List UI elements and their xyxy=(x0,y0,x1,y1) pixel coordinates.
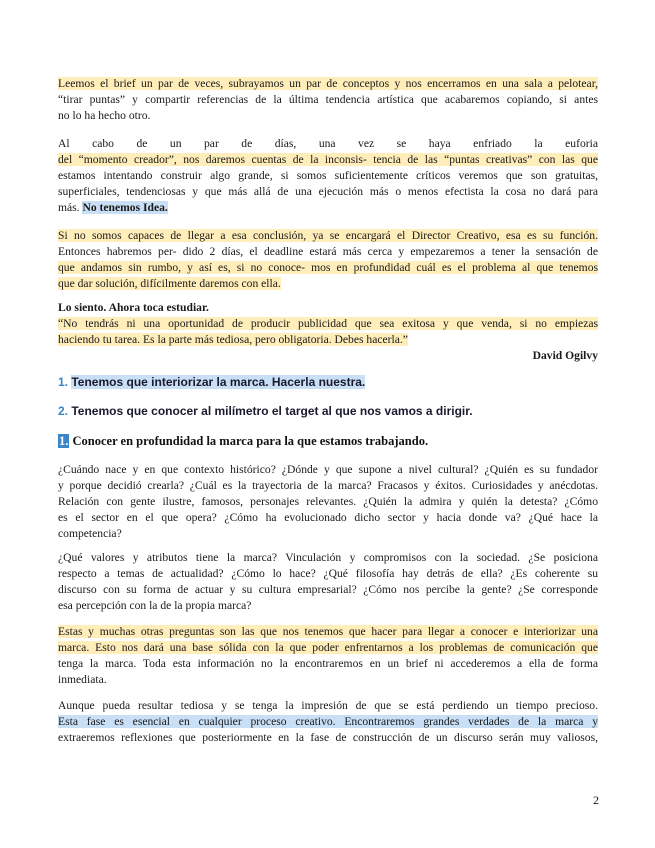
text-line: Entonces habremos per- dido 2 días, el deadline estará más cerca y empezaremos a tener la sensación de xyxy=(58,245,598,258)
heading-number: 1. xyxy=(58,375,69,389)
text-line: superficiales, tendenciosas y que más allá de una ejecución más o menos efectista la cosa no dará para xyxy=(58,185,598,198)
heading-text: Tenemos que conocer al milímetro el target al que nos vamos a dirigir. xyxy=(71,404,473,418)
quote-title: Lo siento. Ahora toca estudiar. xyxy=(58,301,209,314)
text-line: que andamos sin rumbo, y así es, si no conoce- mos en profundidad cuál es el problema al que tenemos xyxy=(58,261,598,274)
text-line: respecto a temas de actualidad? ¿Cómo lo hace? ¿Qué filosofía hay detrás de ella? ¿Es coherente su xyxy=(58,567,598,580)
text-line: extraeremos reflexiones que posteriormente en la fase de construcción de un discurso serán muy valiosos, xyxy=(58,731,598,744)
text-line: Esta fase es esencial en cualquier proceso creativo. Encontraremos grandes verdades de la marca y xyxy=(58,715,598,728)
heading-conocer-target xyxy=(58,403,598,419)
paragraph-fase-esencial xyxy=(58,698,598,746)
heading-text: Tenemos que interiorizar la marca. Hacerla nuestra. xyxy=(71,375,366,389)
text-line: es el sector en el que opera? ¿Cómo ha evolucionado dicho sector y hacia donde va? ¿Qué hace la xyxy=(58,511,598,524)
heading-conocer-marca xyxy=(58,433,598,449)
text-line: Al cabo de un par de días, una vez se haya enfriado la euforia xyxy=(58,137,598,150)
paragraph-director-creativo xyxy=(58,228,598,292)
paragraph-momento-creador xyxy=(58,136,598,216)
quote-block xyxy=(58,300,598,364)
text-line: más. No tenemos Idea. xyxy=(58,201,168,214)
text-line: Leemos el brief un par de veces, subrayamos un par de conceptos y nos encerramos en una sala a pelotear, xyxy=(58,77,598,90)
text-line: Relación con gente ilustre, famosos, personajes relevantes. ¿Quién la admira y quién la detesta? ¿Cómo xyxy=(58,495,598,508)
quote-line: “No tendrás ni una oportunidad de producir publicidad que sea exitosa y que venda, si no empiezas xyxy=(58,317,598,330)
no-idea-statement: No tenemos Idea. xyxy=(82,201,168,214)
text-line: no lo ha hecho otro. xyxy=(58,109,151,122)
text-line: competencia? xyxy=(58,527,122,540)
text-line: tenga la marca. Toda esta información no la encontraremos en un brief ni accederemos a ella de forma xyxy=(58,657,598,670)
page-number: 2 xyxy=(593,793,599,807)
text-line: “tirar puntas” y compartir referencias de la última tendencia artística que acabaremos copiando, si antes xyxy=(58,93,598,106)
text-line: inmediata. xyxy=(58,673,107,686)
text-line: Si no somos capaces de llegar a esa conclusión, ya se encargará el Director Creativo, esa es su función. xyxy=(58,229,598,242)
text-line: Estas y muchas otras preguntas son las que nos tenemos que hacer para llegar a conocer e interiorizar una xyxy=(58,625,598,638)
heading-interiorizar-marca xyxy=(58,374,598,390)
text-line: y porque decidió crearla? ¿Cuál es la trayectoria de la marca? Fracasos y éxitos. Curiosidades y anécdotas. xyxy=(58,479,598,492)
quote-line: haciendo tu tarea. Es la parte más tediosa, pero obligatoria. Debes hacerla.” xyxy=(58,333,408,346)
text-line: Aunque pueda resultar tediosa y se tenga la impresión de que se está perdiendo un tiempo precioso. xyxy=(58,699,598,712)
text-line: ¿Cuándo nace y en que contexto histórico? ¿Dónde y que supone a nivel cultural? ¿Quién es su fundador xyxy=(58,463,598,476)
text-line: marca. Esto nos dará una base sólida con la que poder enfrentarnos a los problemas de comunicación que xyxy=(58,641,598,654)
paragraph-preguntas-historia xyxy=(58,462,598,542)
text-line: que dar solución, difícilmente daremos con ella. xyxy=(58,277,281,290)
text-line: ¿Qué valores y atributos tiene la marca? Vinculación y compromisos con la sociedad. ¿Se posiciona xyxy=(58,551,598,564)
heading-number: 1. xyxy=(59,434,69,448)
paragraph-interiorizar xyxy=(58,624,598,688)
heading-number: 2. xyxy=(58,404,69,418)
paragraph-preguntas-valores xyxy=(58,550,598,614)
text-line: discurso con su forma de actuar y su cultura empresarial? ¿Cómo nos percibe la gente? ¿Se corresponde xyxy=(58,583,598,596)
text-line: estamos intentando construir algo grande, si somos suficientemente críticos veremos que son gratuitas, xyxy=(58,169,598,182)
heading-text: Conocer en profundidad la marca para la que estamos trabajando. xyxy=(72,434,429,448)
quote-author: David Ogilvy xyxy=(532,349,598,362)
text-line: esa percepción con la de la propia marca? xyxy=(58,599,252,612)
paragraph-brief xyxy=(58,76,598,124)
text-line: del “momento creador”, nos daremos cuentas de la inconsis- tencia de las “puntas creativas” con las que xyxy=(58,153,598,166)
